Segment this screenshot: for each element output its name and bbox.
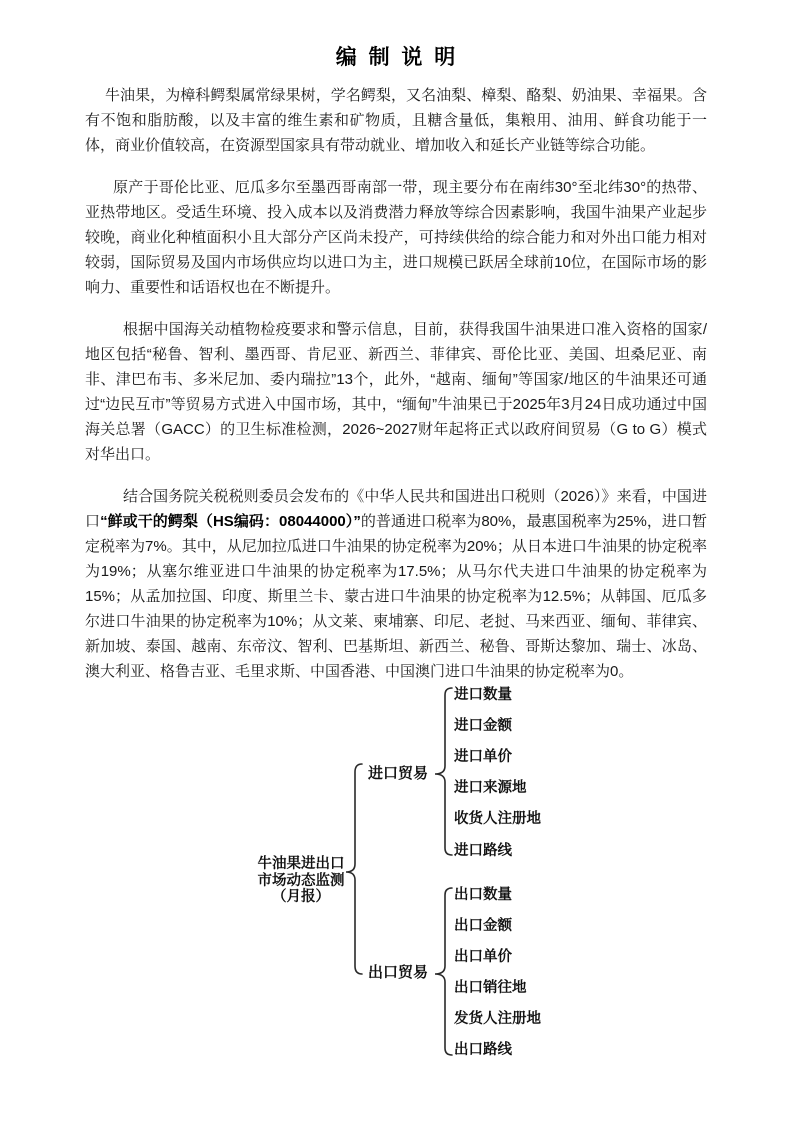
leaf-export-unit-price: 出口单价 [454,949,512,965]
leaf-consignee-registration: 收货人注册地 [454,811,541,827]
root-brace [345,763,364,975]
leaf-import-unit-price: 进口单价 [454,749,512,765]
leaf-export-route: 出口路线 [454,1042,512,1058]
document-body [85,83,707,701]
leaf-import-value: 进口金额 [454,718,512,734]
paragraph-tariff [85,484,707,684]
import-brace [434,687,454,856]
leaf-consignor-registration: 发货人注册地 [454,1011,541,1027]
paragraph-origin: 原产于哥伦比亚、厄瓜多尔至墨西哥南部一带，现主要分布在南纬30°至北纬30°的热带、亚热带地区。受适生环境、投入成本以及消费潜力释放等综合因素影响，我国牛油果产业起步较晚，商业化种植面积小且大部分产区尚未投产，可持续供给的综合能力和对外出口能力相对较弱，国际贸易及国内市场供应均以进口为主，进口规模已跃居全球前10位，在国际市场的影响力、重要性和话语权也在不断提升。 [85,179,707,296]
branch-label-export-trade: 出口贸易 [368,964,429,981]
export-brace [434,887,454,1056]
branch-label-import-trade: 进口贸易 [368,765,429,782]
leaf-import-quantity: 进口数量 [454,687,512,703]
diagram-root-line2: 市场动态监测 [257,872,345,889]
hs-code-bold-text: “鲜或干的鳄梨（HS编码：08044000）” [100,513,361,530]
tariff-text-after: 的普通进口税率为80%，最惠国税率为25%，进口暂定税率为7%。其中，从尼加拉瓜进口牛油果的协定税率为20%；从日本进口牛油果的协定税率为19%；从塞尔维亚进口牛油果的协定税率为17.5%；从马尔代夫进口牛油果的协定税率为15%；从孟加拉国、印度、斯里兰卡、蒙古进口牛油果的协定税率为12.5%；从韩国、厄瓜多尔进口牛油果的协定税率为10%；从文莱、柬埔寨、印尼、老挝、马来西亚、缅甸、菲律宾、新加坡、泰国、越南、东帝汶、智利、巴基斯坦、新西兰、秘鲁、哥斯达黎加、瑞士、冰岛、澳大利亚、格鲁吉亚、毛里求斯、中国香港、中国澳门进口牛油果的协定税率为0。 [85,513,708,680]
tariff-text-before: 结合国务院关税税则委员会发布的《中华人民共和国进出口税则（2026）》来看，中国进口 [85,488,707,530]
leaf-import-source: 进口来源地 [454,780,527,796]
page-title: 编 制 说 明 [335,46,459,69]
leaf-export-destination: 出口销往地 [454,980,527,996]
leaf-import-route: 进口路线 [454,843,512,859]
paragraph-quarantine: 根据中国海关动植物检疫要求和警示信息，目前，获得我国牛油果进口准入资格的国家/地区包括“秘鲁、智利、墨西哥、肯尼亚、新西兰、菲律宾、哥伦比亚、美国、坦桑尼亚、南非、津巴布韦、多米尼加、委内瑞拉”13个，此外，“越南、缅甸”等国家/地区的牛油果还可通过“边民互市”等贸易方式进入中国市场，其中，“缅甸”牛油果已于2025年3月24日成功通过中国海关总署（GACC）的卫生标准检测，2026~2027财年起将正式以政府间贸易（G to G）模式对华出口。 [85,321,707,463]
diagram-root-label [248,856,354,906]
diagram-root-line3: （月报） [272,889,330,905]
paragraph-intro: 牛油果，为樟科鳄梨属常绿果树，学名鳄梨，又名油梨、樟梨、酪梨、奶油果、幸福果。含有不饱和脂肪酸，以及丰富的维生素和矿物质，且糖含量低，集粮用、油用、鲜食功能于一体，商业价值较高，在资源型国家具有带动就业、增加收入和延长产业链等综合功能。 [85,87,707,154]
leaf-export-quantity: 出口数量 [454,887,512,903]
leaf-export-value: 出口金额 [454,918,512,934]
diagram-root-line1: 牛油果进出口 [257,856,345,872]
